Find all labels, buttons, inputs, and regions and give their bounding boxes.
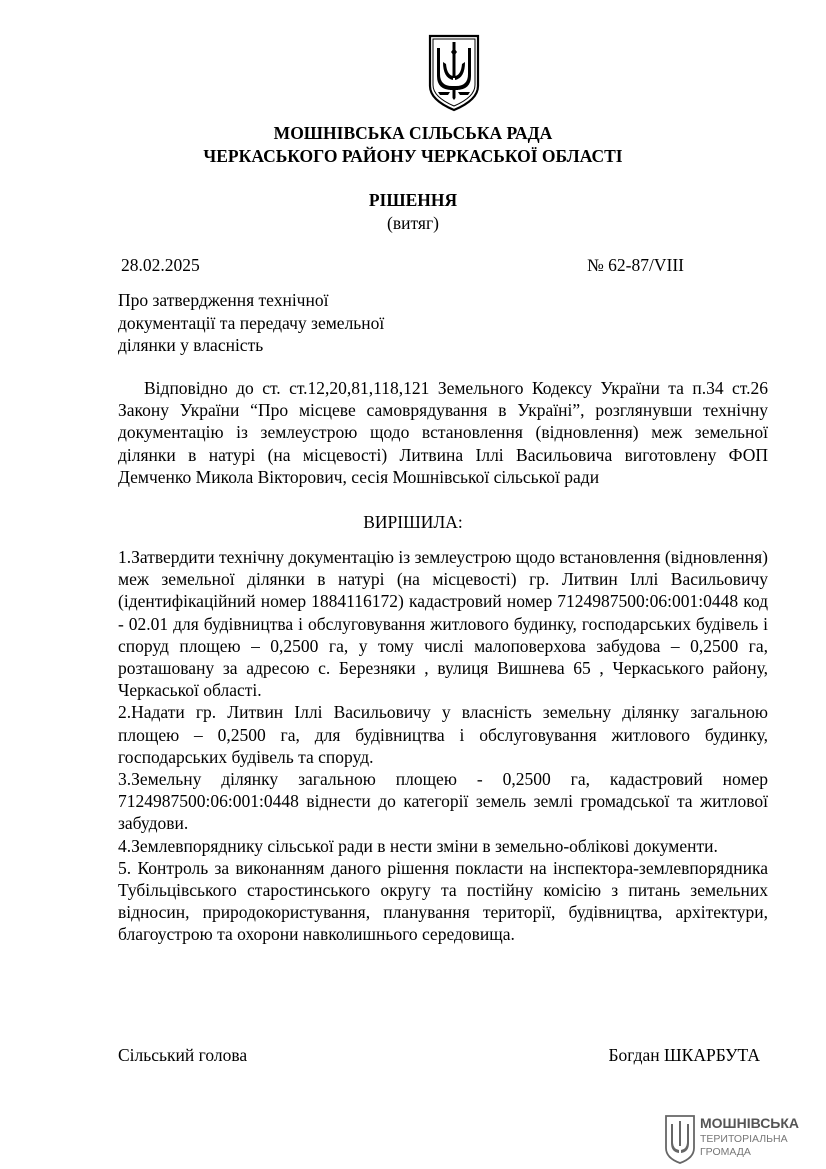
council-header <box>0 122 826 168</box>
document-title: РІШЕННЯ <box>368 190 458 210</box>
decision-item: 5. Контроль за виконанням даного рішення покласти на інспектора-землевпорядника Тубільцівського старостинського округу та постійну комісію з питань земельних відносин, природокористування, планування території, будівництва, архітектури, благоустрою та охорони навколишнього середовища. <box>118 857 768 945</box>
document-number: № 62-87/VIII <box>587 255 684 275</box>
decision-items <box>118 546 768 946</box>
decided-heading: ВИРІШИЛА: <box>363 512 463 532</box>
logo-subtitle: ТЕРИТОРІАЛЬНА <box>700 1133 788 1145</box>
community-logo <box>664 1112 814 1164</box>
signatory-name: Богдан ШКАРБУТА <box>608 1045 760 1065</box>
decision-item: 1.Затвердити технічну документацію із землеустрою щодо встановлення (відновлення) меж земельної ділянки в натурі (на місцевості) гр. Литвин Іллі Васильовичу (ідентифікаційний номер 1884116172) кадастровий номер 7124987500:06:001:0448 код - 02.01 для будівництва і обслуговування житлового будинку, господарських будівель і споруд площею – 0,2500 га, у тому числі малоповерхова забудова – 0,2500 га, розташовану за адресою с. Березняки , вулиця Вишнева 65 , Черкаського району, Черкаської області. <box>118 547 768 701</box>
logo-title: МОШНІВСЬКА <box>700 1115 800 1131</box>
subject-line: Про затвердження технічної <box>118 290 329 310</box>
decision-item: 4.Землевпоряднику сільської ради в нести зміни в земельно-облікові документи. <box>118 835 718 856</box>
subject-line: ділянки у власність <box>118 335 264 355</box>
document-subtitle: (витяг) <box>387 213 439 233</box>
preamble-paragraph: Відповідно до ст. ст.12,20,81,118,121 Земельного Кодексу України та п.34 ст.26 Закону України “Про місцеве самоврядування в Україні”, розглянувши технічну документацію із землеустрою щодо встановлення (відновлення) меж земельної ділянки в натурі (на місцевості) Литвина Іллі Васильовича виготовлену ФОП Демченко Микола Вікторович, сесія Мошнівської сільської ради <box>118 378 768 487</box>
document-subject <box>118 289 438 357</box>
council-region: ЧЕРКАСЬКОГО РАЙОНУ ЧЕРКАСЬКОЇ ОБЛАСТІ <box>203 146 623 166</box>
decision-item: 3.Земельну ділянку загальною площею - 0,2500 га, кадастровий номер 7124987500:06:001:0448 віднести до категорії земель землі громадської та житлової забудови. <box>118 769 768 834</box>
trident-coat-of-arms-icon <box>426 34 482 112</box>
signatory-position: Сільський голова <box>118 1045 248 1065</box>
decision-item: 2.Надати гр. Литвин Іллі Васильовичу у власність земельну ділянку загальною площею – 0,2500 га, для будівництва і обслуговування житлового будинку, господарських будівель та споруд. <box>118 702 768 767</box>
council-name: МОШНІВСЬКА СІЛЬСЬКА РАДА <box>273 123 553 143</box>
logo-subtitle-2: ГРОМАДА <box>700 1146 751 1158</box>
trident-icon <box>666 1116 694 1163</box>
document-date: 28.02.2025 <box>121 255 200 275</box>
subject-line: документації та передачу земельної <box>118 312 385 333</box>
